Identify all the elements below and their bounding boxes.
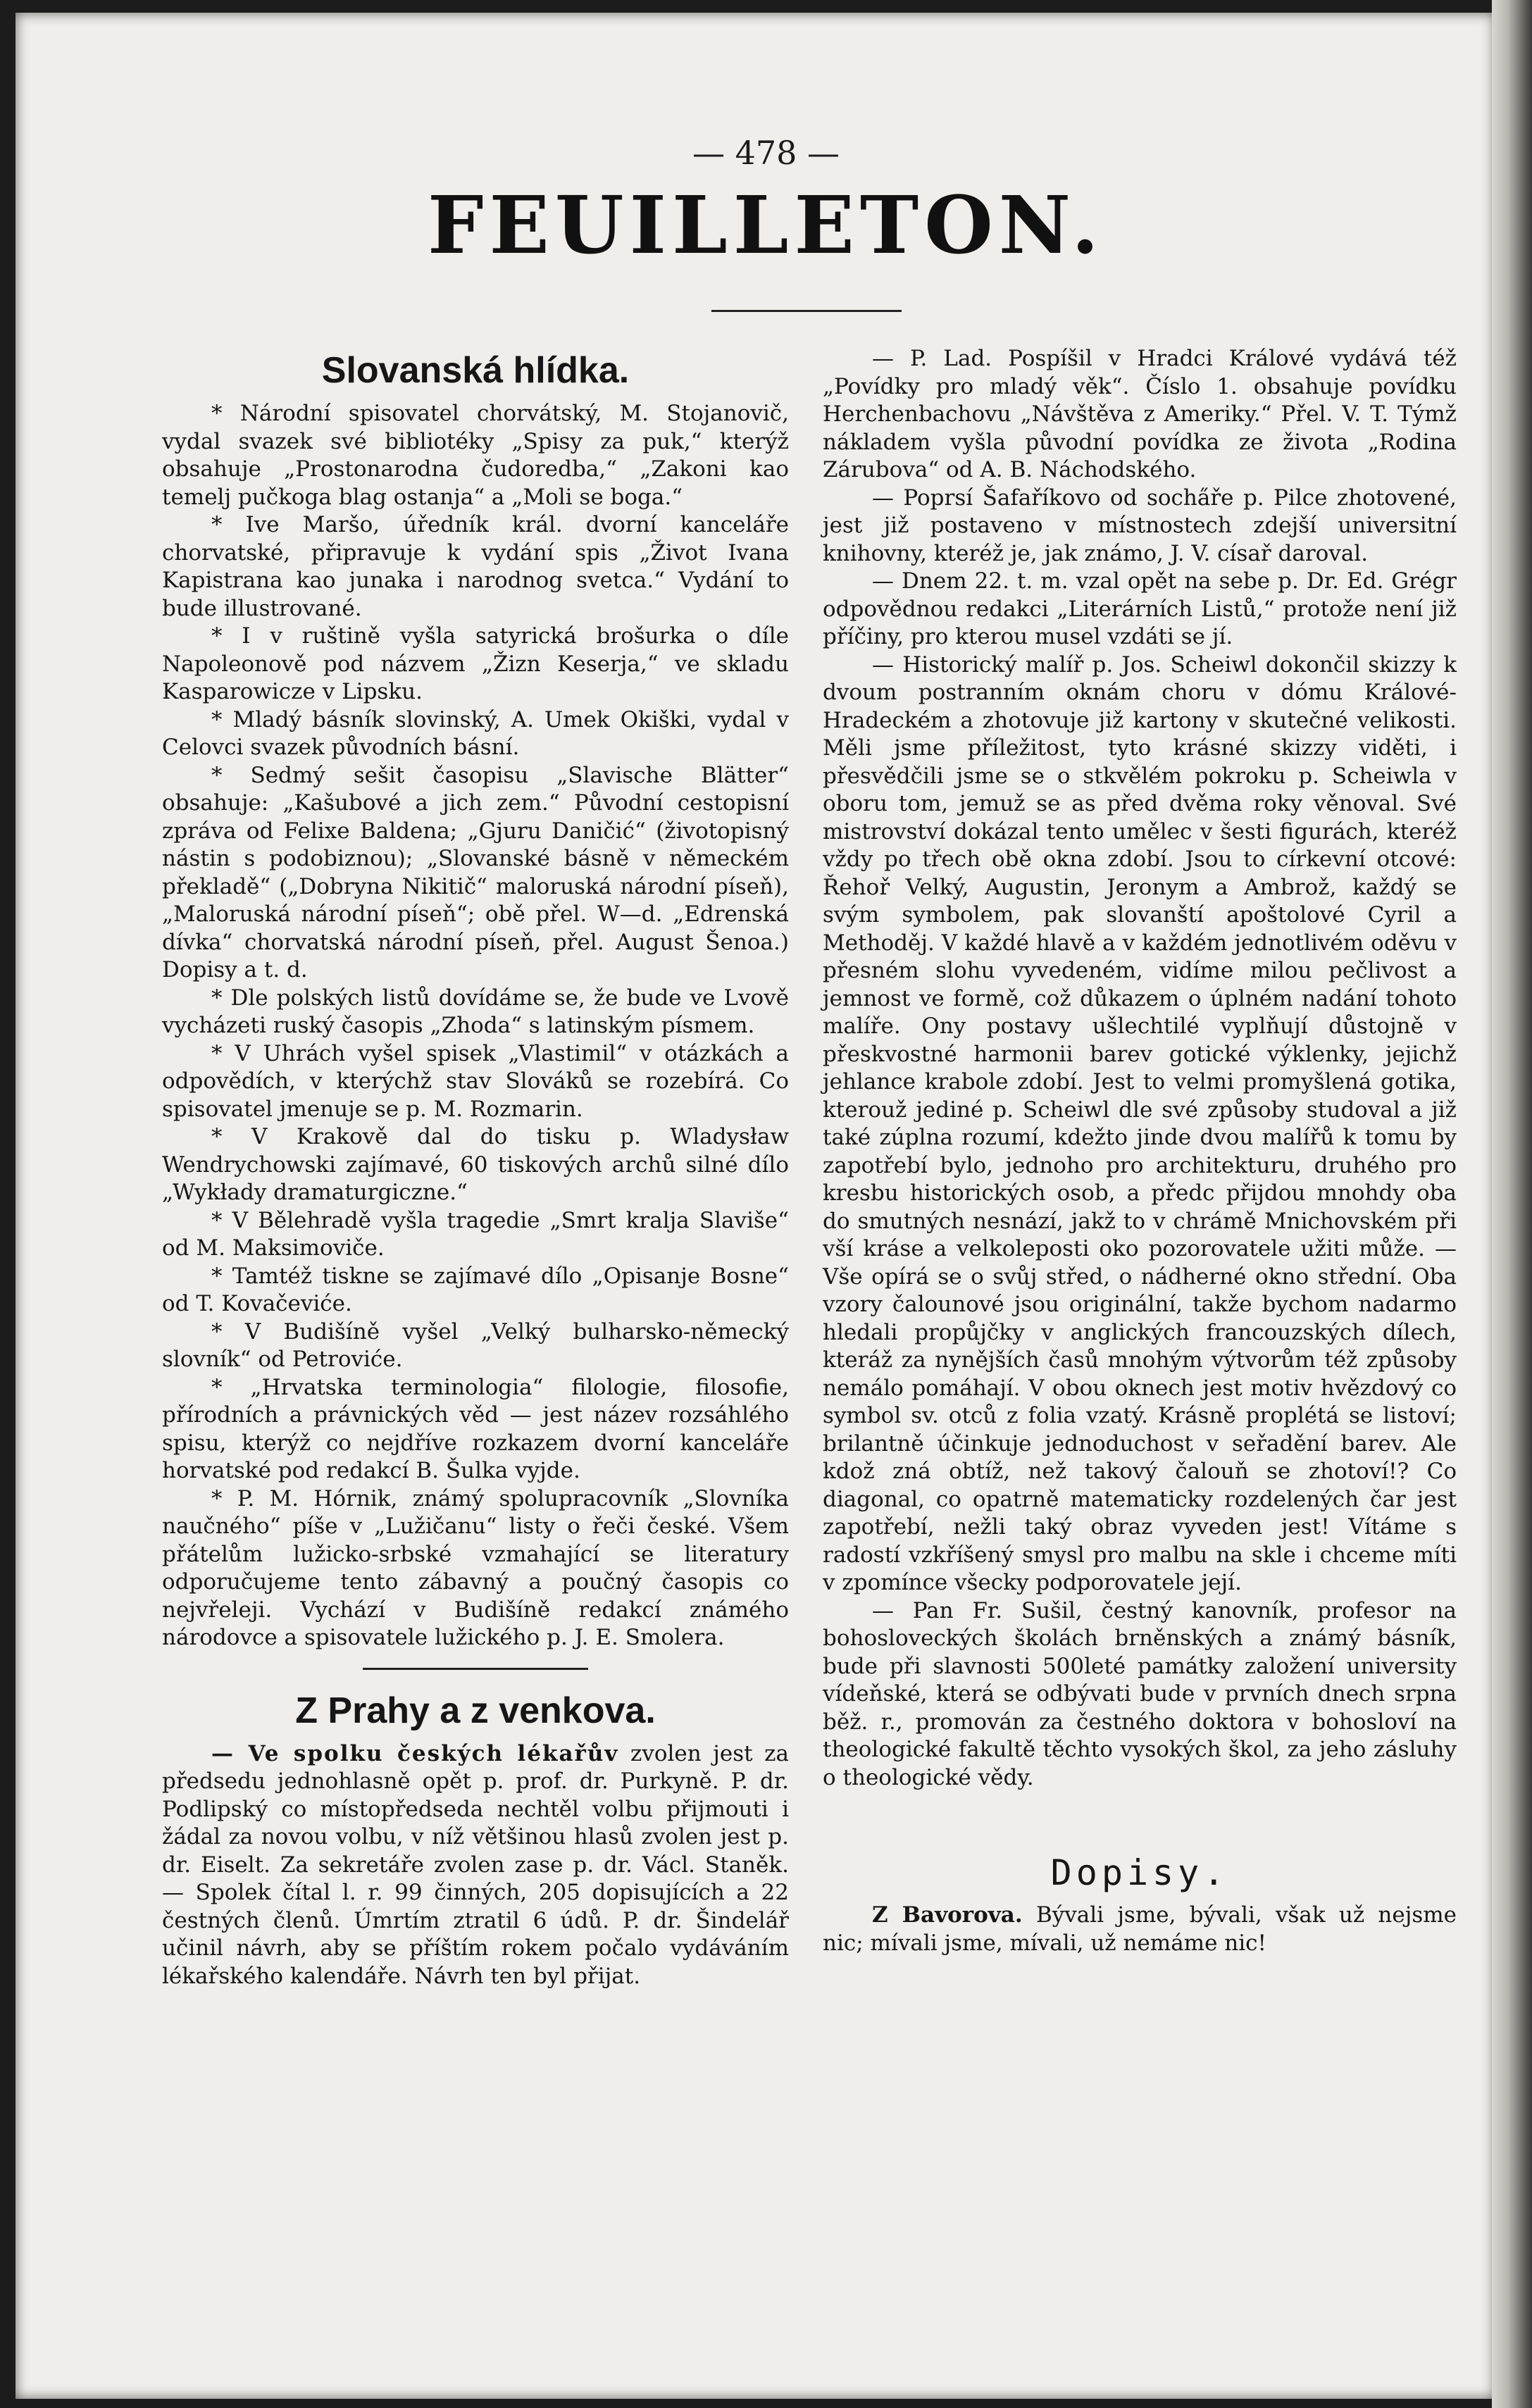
news-item-text: Bývali jsme, bývali, však už nejsme nic; mívali jsme, mívali, už nemáme nic! (823, 1902, 1457, 1956)
lead-phrase: — Ve spolku českých lékařův (211, 1740, 619, 1766)
news-item: * „Hrvatska terminologia“ filologie, filosofie, přírodních a právnických věd — jest název rozsáhlého spisu, kterýž co nejdříve rozkazem dvorní kanceláře horvatské pod redakcí B. Šulka vyjde. (162, 1374, 789, 1483)
right-column (823, 345, 1457, 1957)
lead-phrase: Z Bavorova. (872, 1902, 1023, 1928)
news-item: * Mladý básník slovinský, A. Umek Okiški, vydal v Celovci svazek původních básní. (162, 706, 789, 760)
news-item: — Dnem 22. t. m. vzal opět na sebe p. Dr. Ed. Grégr odpovědnou redakci „Literárních Listů,“ protože není již příčiny, pro kterou musel vzdáti se jí. (823, 568, 1457, 649)
news-item: * Národní spisovatel chorvátský, M. Stojanovič, vydal svazek své bibliotéky „Spisy za puk,“ kterýž obsahuje „Prostonarodna čudoredba,“ „Zakoni kao temelj pučkoga blag ostanja“ a „Moli se boga.“ (162, 401, 789, 510)
news-item-text: zvolen jest za předsedu jednohlasně opět p. prof. dr. Purkyně. P. dr. Podlipský co místopředseda nechtěl volbu přijmouti i žádal za novou volbu, v níž většinou hlasů zvolen jest p. dr. Eiselt. Za sekretáře zvolen zase p. dr. Václ. Staněk. — Spolek čítal l. r. 99 činných, 205 dopisujících a 22 čestných členů. Úmrtím ztratil 6 údů. P. dr. Šindelář učinil návrh, aby se příštím rokem počalo vydáváním lékařského kalendáře. Návrh ten byl přijat. (162, 1740, 789, 1989)
news-item: — P. Lad. Pospíšil v Hradci Králové vydává též „Povídky pro mladý věk“. Číslo 1. obsahuje povídku Herchenbachovu „Návštěva z Ameriky.“ Přel. V. T. Týmž nákladem vyšla původní povídka ze života „Rodina Zárubova“ od A. B. Náchodského. (823, 346, 1457, 482)
masthead-title: FEUILLETON. (428, 180, 1104, 272)
news-item: * P. M. Hórnik, známý spolupracovník „Slovníka naučného“ píše v „Lužičanu“ listy o řeči české. Všem přátelům lužicko-srbské vzmahající se literatury odporučujeme tento zábavný a poučný časopis co nejvřeleji. Vychází v Budišíně redakcí známého národovce a spisovatele lužického p. J. E. Smolera. (162, 1485, 789, 1650)
news-item: * V Budišíně vyšel „Velký bulharsko-německý slovník“ od Petroviće. (162, 1318, 789, 1372)
page-number: — 478 — (692, 134, 840, 172)
news-item: — Poprsí Šafaříkovo od socha̋ře p. Pilce zhotovené, jest již postaveno v místnostech zdejší universitní knihovny, kteréž je, jak známo, J. V. císař daroval. (823, 485, 1457, 566)
section-divider (363, 1668, 588, 1670)
news-item: * Dle polských listů dovídáme se, že bude ve Lvově vycházeti ruský časopis „Zhoda“ s latinským písmem. (162, 985, 789, 1038)
news-item: * I v ruštině vyšla satyrická brošurka o díle Napoleonově pod názvem „Žizn Keserja,“ ve skladu Kasparowicze v Lipsku. (162, 623, 789, 704)
news-item: * V Krakově dal do tisku p. Wladysław Wendrychowski zajímavé, 60 tiskových archů silné dílo „Wykłady dramaturgiczne.“ (162, 1124, 789, 1205)
section-title-z-prahy: Z Prahy a z venkova. (295, 1690, 656, 1731)
masthead-rule (711, 310, 902, 312)
news-item (823, 1902, 1457, 1957)
news-item: * Tamtéž tiskne se zajímavé dílo „Opisanje Bosne“ od T. Kovačeviće. (162, 1263, 789, 1316)
section-title-slovanska-hlidka: Slovanská hlídka. (321, 350, 630, 391)
news-item: — Historický malíř p. Jos. Scheiwl dokončil skizzy k dvoum postranním oknám choru v dómu Králové-Hradeckém a zhotovuje již kartony v skutečné velikosti. Měli jsme příležitost, tyto krásné skizzy viděti, i přesvědčili jsme se o stkvělém pokroku p. Scheiwla v oboru tom, jemuž se as před dvěma roky věnoval. Své mistrovství dokázal tento umělec v šesti figurách, kteréž vždy po třech obě okna zdobí. Jsou to církevní otcové: Řehoř Velký, Augustin, Jeronym a Ambrož, každý se svým symbolem, pak slovanští apoštolové Cyril a Methoděj. V každé hlavě a v každém jednotlivém oděvu v přesném slohu vyvedeném, vidíme milou pečlivost a jemnost ve formě, což důkazem o úplném nadání tohoto malíře. Ony postavy ušlechtilé vyplňují důstojně v přeskvostné harmonii barev gotické výklenky, jejichž jehlance krabole zdobí. Jest to velmi promyšlená gotika, kterouž jediné p. Scheiwl dle své způsoby studoval a již také zúplna rozumí, kdežto jinde dvou malířů k tomu by zapotřebí bylo, jednoho pro architekturu, druhého pro kresbu historických osob, a předc přijdou mnohdy oba do smutných nesnází, jakž to v chrámě Mnichovském při vší kráse a velkoleposti oko pozorovatele užiti může. — Vše opírá se o svůj střed, o nádherné okno střední. Oba vzory čalounové jsou originální, takže bychom nadarmo hledali propůjčky v anglických francouzských dílech, kteráž za nynějších časů mnohým výtvorům též způsoby nemálo pomáhají. V obou oknech jest motiv hvězdový co symbol sv. otců z folia vzatý. Krásně proplétá se listoví; brilantně účinkuje jednoduchost v seřadění barev. Ale kdož zná obtíž, než takový čalouň se zhotoví!? Co diagonal, co opatrně matematicky rozdelených čar jest zapotřebí, nežli taký obraz vyveden jest! Vítáme s radostí vzkříšený smysl pro malbu na skle i chceme míti v zpomínce všecky podporovatele její. (823, 651, 1457, 1595)
left-column (162, 345, 789, 1990)
page-edge (1492, 0, 1532, 2408)
news-item: — Pan Fr. Sušil, čestný kanovník, profesor na bohosloveckých školách brněnských a známý básník, bude při slavnosti 500leté památky založení university vídeňské, která se odbývati bude v prvních dnech srpna běž. r., promován za čestného doktora v bohosloví na theologické fakultě těchto vysokých škol, za jeho zásluhy o theologické vědy. (823, 1597, 1457, 1790)
news-item: * Ive Maršo, úředník král. dvorní kanceláře chorvatské, připravuje k vydání spis „Život Ivana Kapistrana kao junaka i narodnog svetca.“ Vydání to bude illustrované. (162, 512, 789, 621)
news-item: * V Uhrách vyšel spisek „Vlastimil“ v otázkách a odpovědích, v kterýchž stav Slováků se rozebírá. Co spisovatel jmenuje se p. M. Rozmarin. (162, 1040, 789, 1122)
news-item: * Sedmý sešit časopisu „Slavische Blätter“ obsahuje: „Kašubové a jich zem.“ Původní cestopisní zpráva od Felixe Baldena; „Gjuru Daničić“ (životopisný nástin s podobiznou); „Slovanské básně v německém překladě“ („Dobryna Nikitič“ maloruská národní píseň), „Maloruská národní píseň“; obě přel. W—d. „Edrenská dívka“ chorvatská národní píseň, přel. August Šenoa.) Dopisy a t. d. (162, 762, 789, 982)
section-title-dopisy: Dopisy. (1050, 1852, 1229, 1893)
news-item: * V Bělehradě vyšla tragedie „Smrt kralja Slaviše“ od M. Maksimoviče. (162, 1207, 789, 1261)
news-item (162, 1740, 789, 1991)
